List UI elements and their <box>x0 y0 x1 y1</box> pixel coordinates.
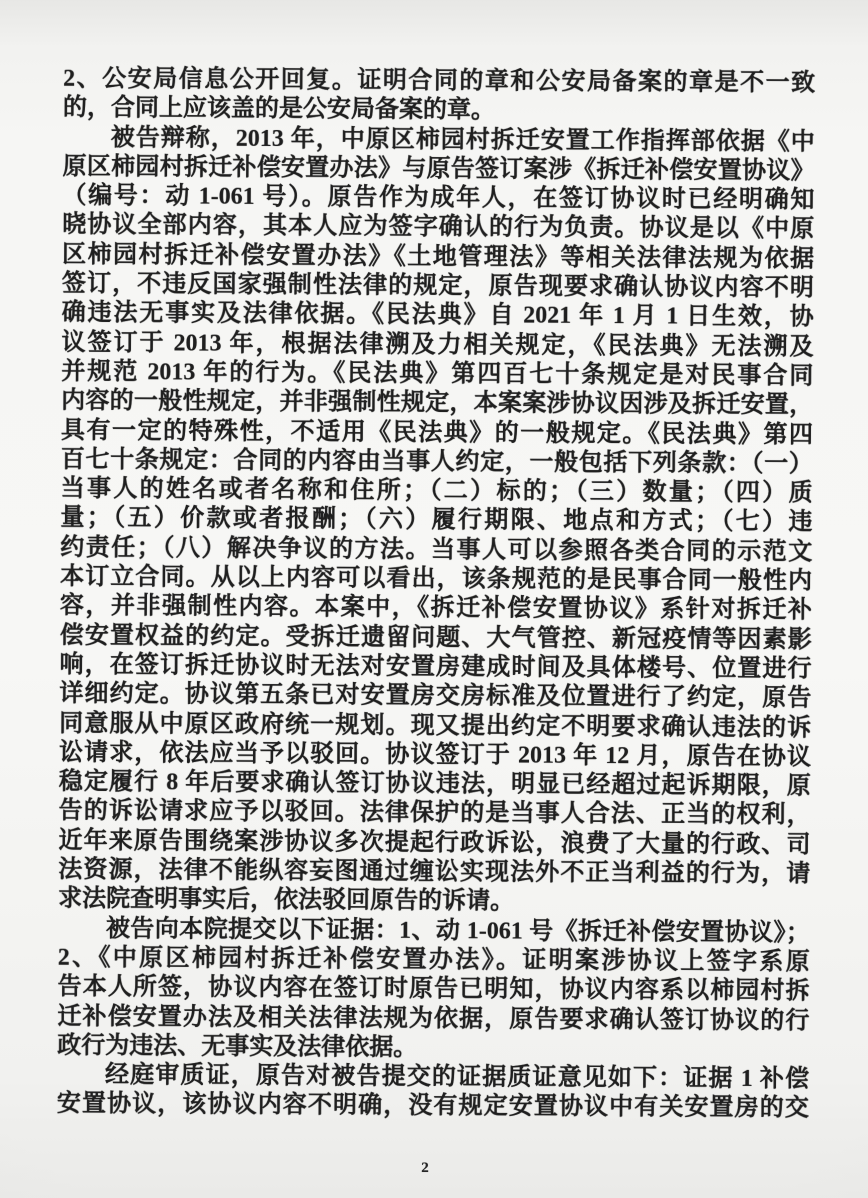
text-line: 当事人的姓名或者名称和住所；（二）标的；（三）数量；（四）质 <box>60 475 813 507</box>
text-line: 近年来原告围绕案涉协议多次提起行政诉讼，浪费了大量的行政、司 <box>58 827 811 859</box>
text-line: 偿安置权益的约定。受拆迁遗留问题、大气管控、新冠疫情等因素影 <box>59 622 812 653</box>
text-line: 区柿园村拆迁补偿安置办法》《土地管理法》等相关法律法规为依据 <box>61 241 815 273</box>
text-line: 签订，不违反国家强制性法律的规定，原告现要求确认协议内容不明 <box>61 270 814 302</box>
text-line: 同意服从中原区政府统一规划。现又提出约定不明要求确认违法的诉 <box>59 710 812 741</box>
text-line: 法资源，法律不能纵容妄图通过缠讼实现法外不正当利益的行为，请 <box>58 856 811 888</box>
text-line: 详细约定。协议第五条已对安置房交房标准及位置进行了约定，原告 <box>59 680 812 712</box>
text-line: 晓协议全部内容，其本人应为签字确认的行为负责。协议是以《中原 <box>62 212 815 243</box>
page-number: 2 <box>421 1160 429 1176</box>
text-line: 迁补偿安置办法及相关法律法规为依据，原告要求确认签订协议的行 <box>57 1003 810 1034</box>
text-line: 讼请求，依法应当予以驳回。协议签订于 2013 年 12 月，原告在协议 <box>58 739 812 771</box>
text-line: 的，合同上应该盖的是公安局备案的章。 <box>62 95 496 124</box>
text-line: 容，并非强制性内容。本案中，《拆迁补偿安置协议》系针对拆迁补 <box>59 593 812 624</box>
text-line: 稳定履行 8 年后要求确认签订协议违法，明显已经超过起诉期限，原 <box>58 768 811 800</box>
document-text <box>57 65 815 1124</box>
text-line: 被告辩称，2013 年，中原区柿园村拆迁安置工作指挥部依据《中 <box>110 124 815 155</box>
text-line: 议签订于 2013 年，根据法律溯及力相关规定，《民法典》无法溯及 <box>61 329 814 360</box>
text-line: 量；（五）价款或者报酬；（六）履行期限、地点和方式；（七）违 <box>60 505 813 536</box>
text-line: 响，在签订拆迁协议时无法对安置房建成时间及具体楼号、位置进行 <box>59 651 812 683</box>
text-line: 安置协议，该协议内容不明确，没有规定安置协议中有关安置房的交 <box>56 1091 809 1122</box>
text-line: 百七十条规定：合同的内容由当事人约定，一般包括下列条款：（一） <box>60 446 813 478</box>
text-line: 并规范 2013 年的行为。《民法典》第四百七十条规定是对民事合同 <box>61 358 814 390</box>
text-line: 具有一定的特殊性，不适用《民法典》的一般规定。《民法典》第四 <box>60 417 814 448</box>
text-line: 约责任；（八）解决争议的方法。当事人可以参照各类合同的示范文 <box>60 534 813 566</box>
text-line: 本订立合同。从以上内容可以看出，该条规范的是民事合同一般性内 <box>60 563 813 595</box>
text-line: 政行为违法、无事实及法律依据。 <box>57 1032 418 1061</box>
text-line: （编号：动 1-061 号）。原告作为成年人，在签订协议时已经明确知 <box>62 182 815 214</box>
text-line: 内容的一般性规定，并非强制性规定，本案案涉协议因涉及拆迁安置， <box>61 387 814 419</box>
text-line: 求法院查明事实后，依法驳回原告的诉请。 <box>58 886 515 915</box>
text-line: 被告向本院提交以下证据：1、动 1-061 号《拆迁补偿安置协议》； <box>105 915 811 946</box>
text-line: 经庭审质证，原告对被告提交的证据质证意见如下：证据 1 补偿 <box>104 1062 810 1093</box>
text-line: 原区柿园村拆迁补偿安置办法》与原告签订案涉《拆迁补偿安置协议》 <box>62 153 815 185</box>
text-line: 2、《中原区柿园村拆迁补偿安置办法》。证明案涉协议上签字系原 <box>57 944 810 976</box>
text-line: 告本人所签，协议内容在签订时原告已明知，协议内容系以柿园村拆 <box>57 973 810 1005</box>
text-line: 确违法无事实及法律依据。《民法典》自 2021 年 1 月 1 日生效，协 <box>61 300 814 331</box>
text-line: 告的诉讼请求应予以驳回。法律保护的是当事人合法、正当的权利， <box>58 798 811 829</box>
text-line: 2、公安局信息公开回复。证明合同的章和公安局备案的章是不一致 <box>63 65 816 97</box>
